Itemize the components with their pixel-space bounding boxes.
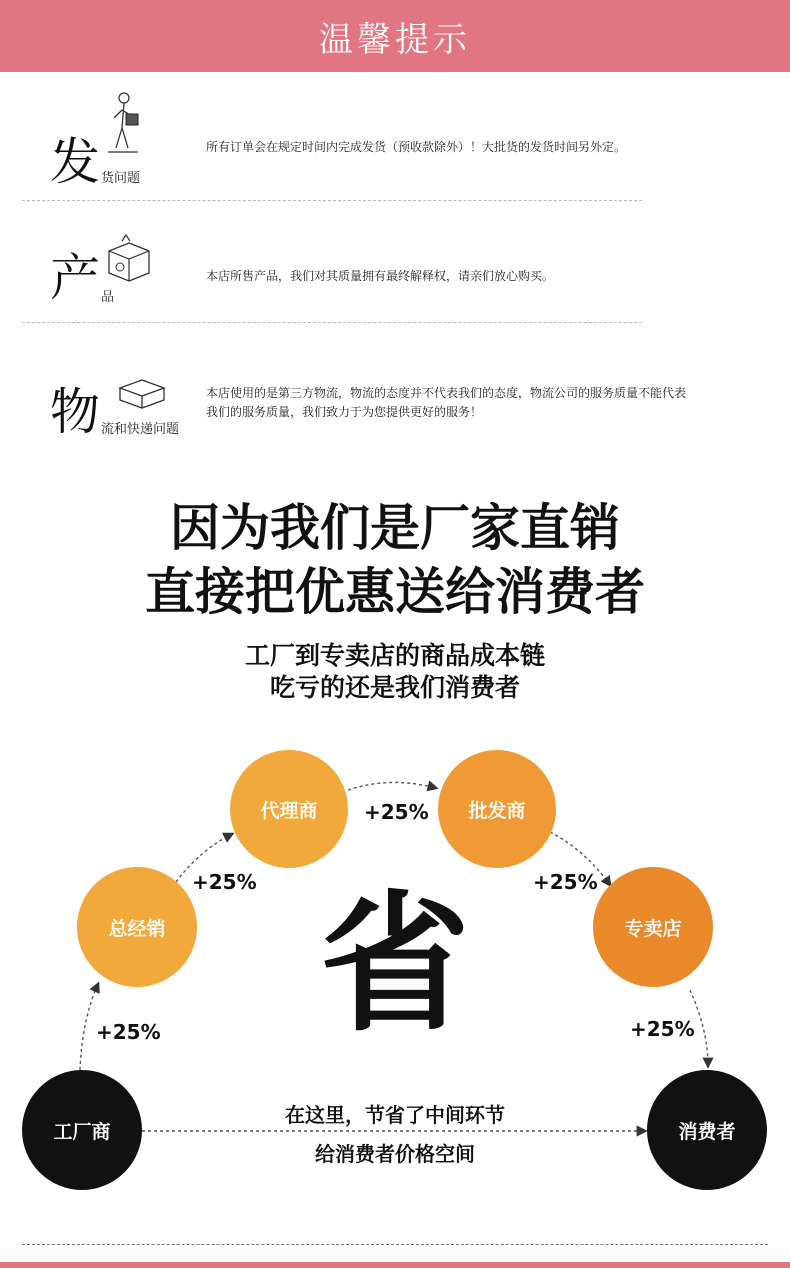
node-agent: 代理商 (230, 750, 348, 868)
markup-label: +25% (96, 1020, 161, 1044)
middle-text-line2: 给消费者价格空间 (315, 1142, 475, 1166)
node-factory: 工厂商 (22, 1070, 142, 1190)
node-wholesale: 批发商 (438, 750, 556, 868)
node-general-distributor: 总经销 (77, 867, 197, 987)
headline-line1: 因为我们是厂家直销 (170, 499, 620, 557)
shipping-text: 所有订单会在规定时间内完成发货（预收款除外）！大批货的发货时间另外定。 (206, 140, 627, 154)
product-label: 品 (101, 290, 115, 305)
logistics-big-char: 物 (50, 383, 100, 441)
subhead-line2: 吃亏的还是我们消费者 (269, 673, 520, 702)
headline-line2: 直接把优惠送给消费者 (145, 563, 645, 621)
markup-label: +25% (364, 800, 429, 824)
subhead-line1: 工厂到专卖店的商品成本链 (244, 641, 545, 670)
markup-label: +25% (533, 870, 598, 894)
footer-strip (0, 1262, 790, 1268)
shipping-big-char: 发 (50, 133, 100, 191)
divider (22, 1244, 768, 1245)
markup-label: +25% (192, 870, 257, 894)
logistics-label: 流和快递问题 (101, 422, 180, 437)
page-title: 温馨提示 (319, 20, 471, 60)
node-store: 专卖店 (593, 867, 713, 987)
save-big-char: 省 (319, 878, 470, 1052)
product-text: 本店所售产品，我们对其质量拥有最终解释权，请亲们放心购买。 (206, 269, 555, 283)
middle-text-line1: 在这里，节省了中间环节 (285, 1103, 505, 1127)
node-consumer: 消费者 (647, 1070, 767, 1190)
logistics-text-line2: 我们的服务质量，我们致力于为您提供更好的服务！ (206, 405, 483, 419)
shipping-label: 货问题 (101, 171, 141, 186)
product-big-char: 产 (50, 249, 100, 307)
logistics-text-line1: 本店使用的是第三方物流，物流的态度并不代表我们的态度，物流公司的服务质量不能代表 (206, 386, 687, 400)
markup-label: +25% (630, 1017, 695, 1041)
